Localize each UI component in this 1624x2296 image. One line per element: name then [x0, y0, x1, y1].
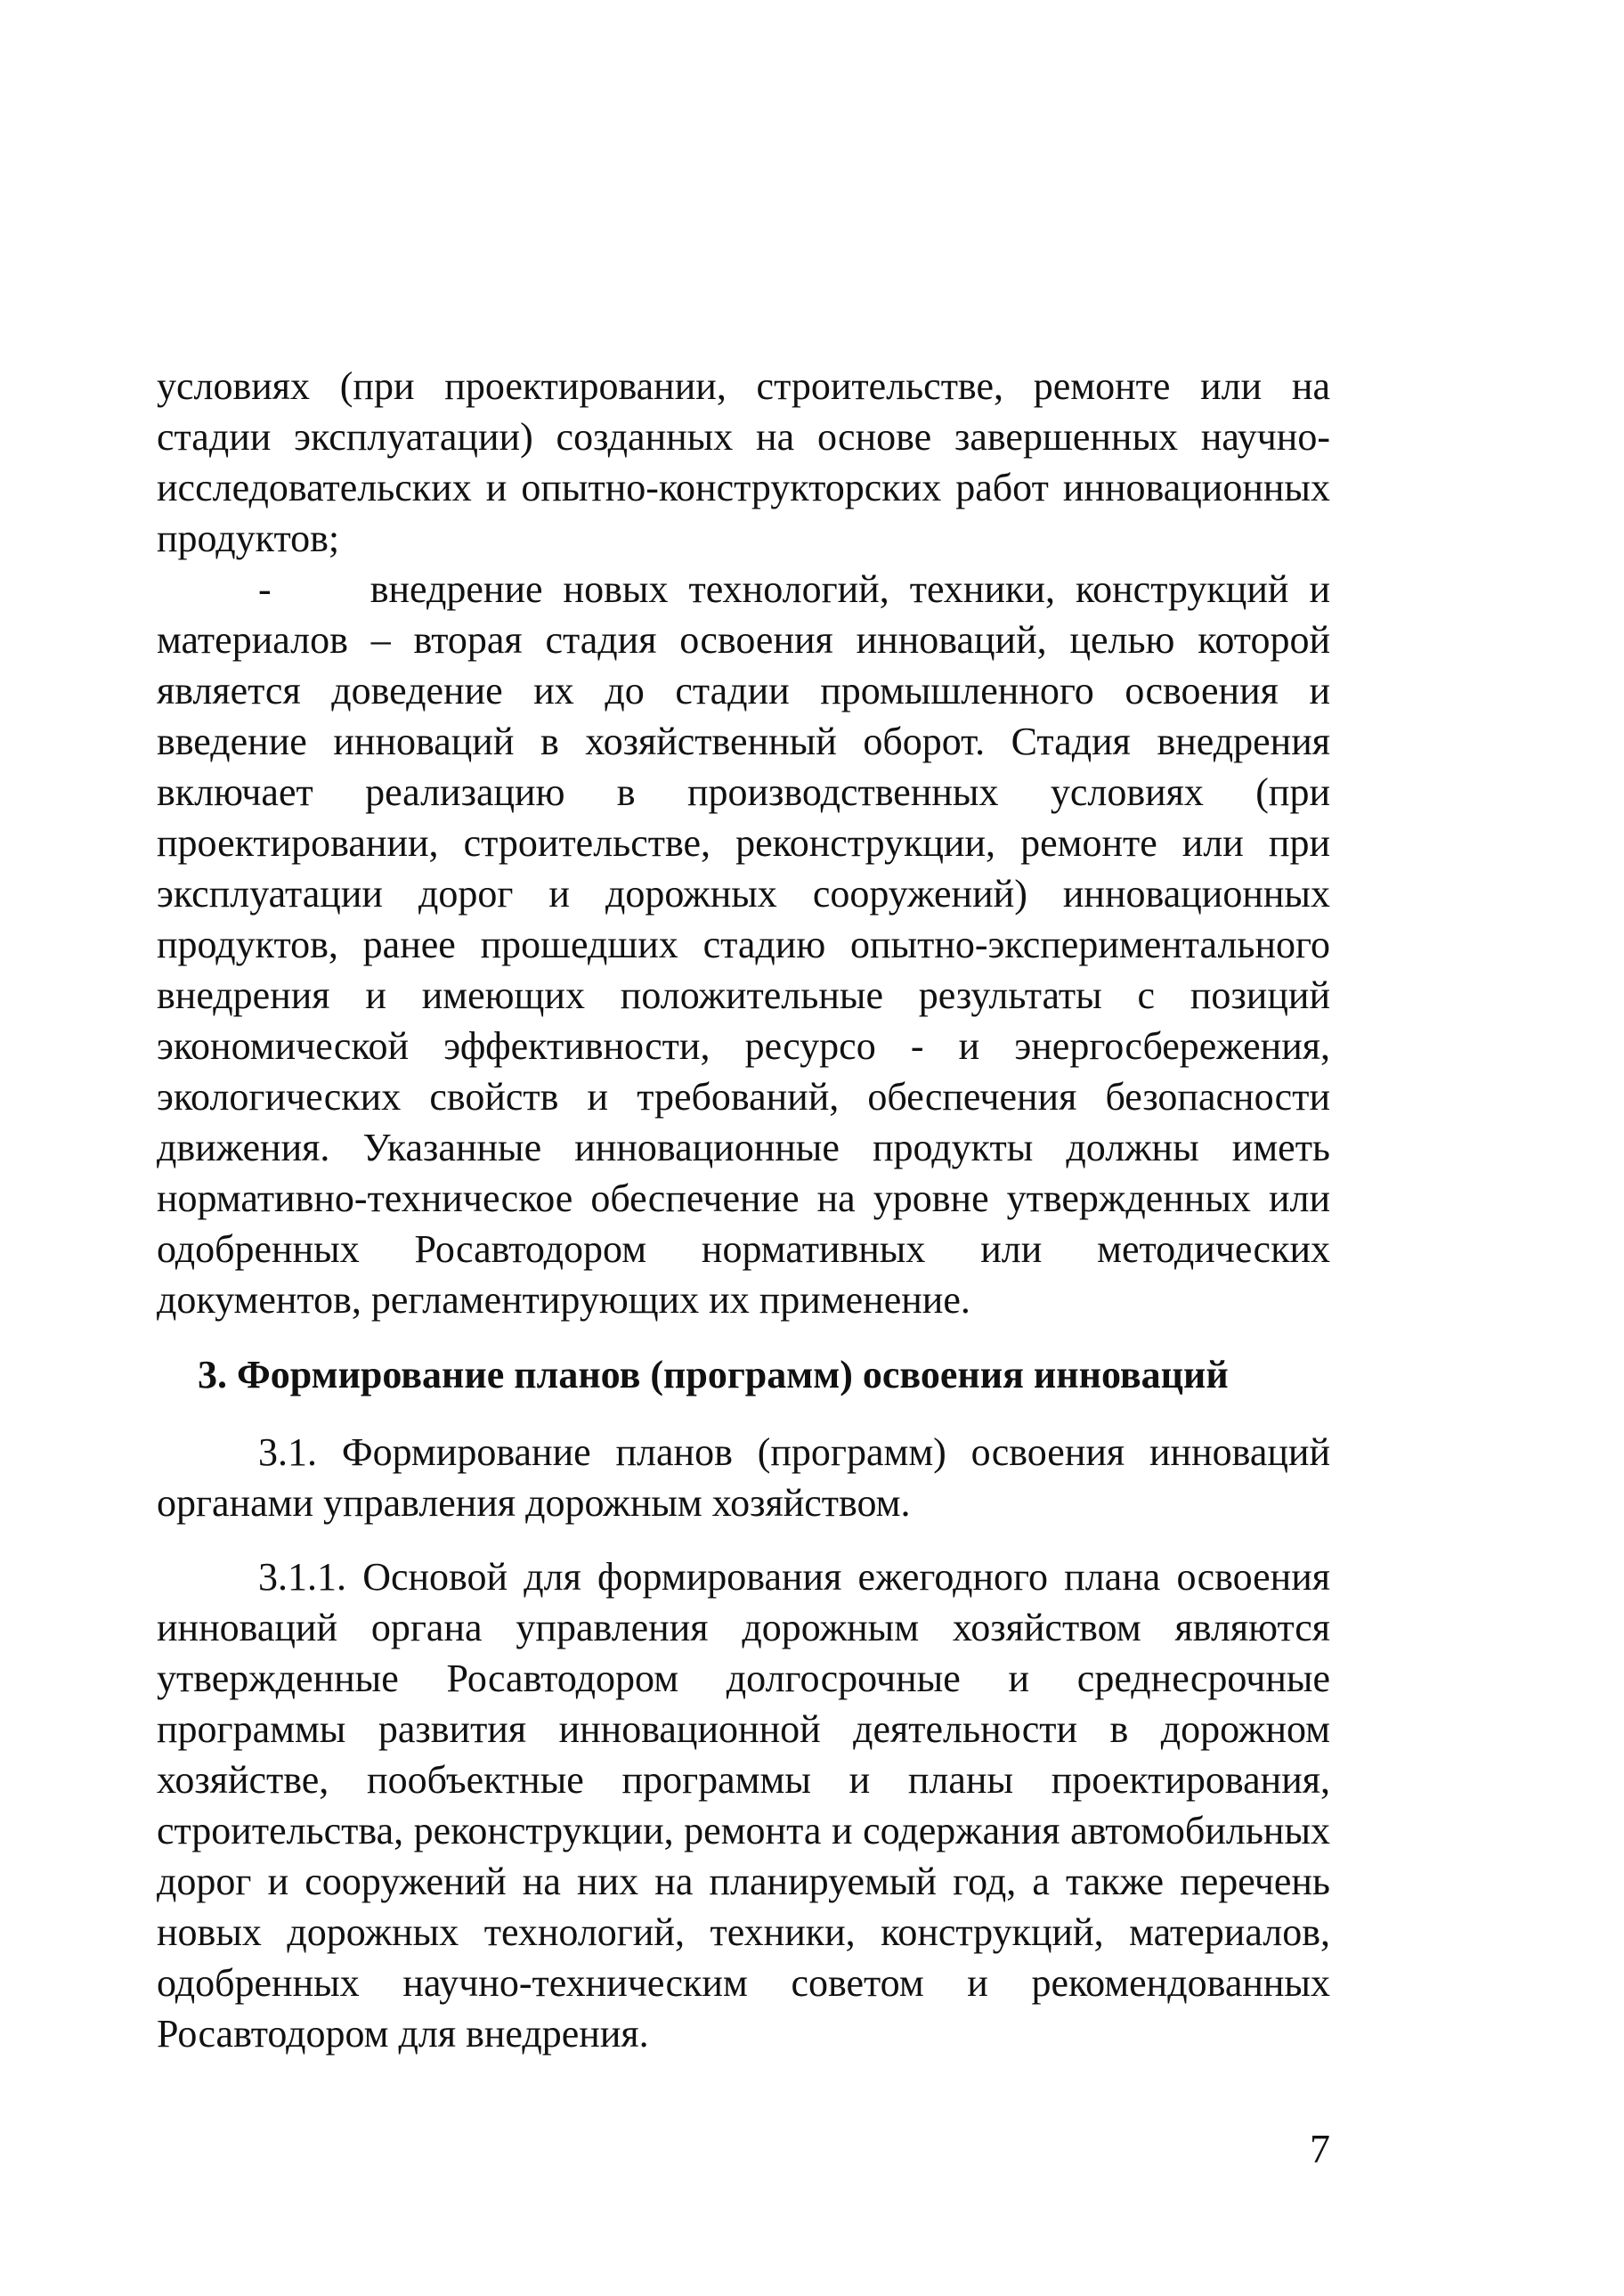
bullet-text: внедрение новых технологий, техники, конструкций и материалов – вторая стадия освоения инноваций, целью которой является доведение их до стадии промышленного освоения и введение инноваций в хозяйственный оборот. Стадия внедрения включает реализацию в производственных условиях (при проектировании, строительстве, реконструкции, ремонте или при эксплуатации дорог и дорожных сооружений) инновационных продуктов, ранее прошедших стадию опытно-экспериментального внедрения и имеющих положительные результаты с позиций экономической эффективности, ресурсо - и энергосбережения, экологических свойств и требований, обеспечения безопасности движения. Указанные инновационные продукты должны иметь нормативно-техническое обеспечение на уровне утвержденных или одобренных Росавтодором нормативных или методических документов, регламентирующих их применение.	[157, 567, 1330, 1322]
bullet-item	[157, 564, 1330, 1325]
text-column	[157, 361, 1330, 2059]
subsection-3-1: 3.1. Формирование планов (программ) освоения инноваций органами управления дорожным хозяйством.	[157, 1430, 1330, 1525]
paragraph-continuation: условиях (при проектировании, строительстве, ремонте или на стадии эксплуатации) созданных на основе завершенных научно-исследовательских и опытно-конструкторских работ инновационных продуктов;	[157, 364, 1330, 560]
subsection-3-1-1: 3.1.1. Основой для формирования ежегодного плана освоения инноваций органа управления дорожным хозяйством являются утвержденные Росавтодором долгосрочные и среднесрочные программы развития инновационной деятельности в дорожном хозяйстве, пообъектные программы и планы проектирования, строительства, реконструкции, ремонта и содержания автомобильных дорог и сооружений на них на планируемый год, а также перечень новых дорожных технологий, техники, конструкций, материалов, одобренных научно-техническим советом и рекомендованных Росавтодором для внедрения.	[157, 1555, 1330, 2056]
section-heading: 3. Формирование планов (программ) освоения инноваций	[198, 1353, 1229, 1396]
bullet-spacer	[272, 567, 370, 611]
bullet-marker: -	[258, 567, 272, 611]
page-number: 7	[1310, 2126, 1330, 2171]
